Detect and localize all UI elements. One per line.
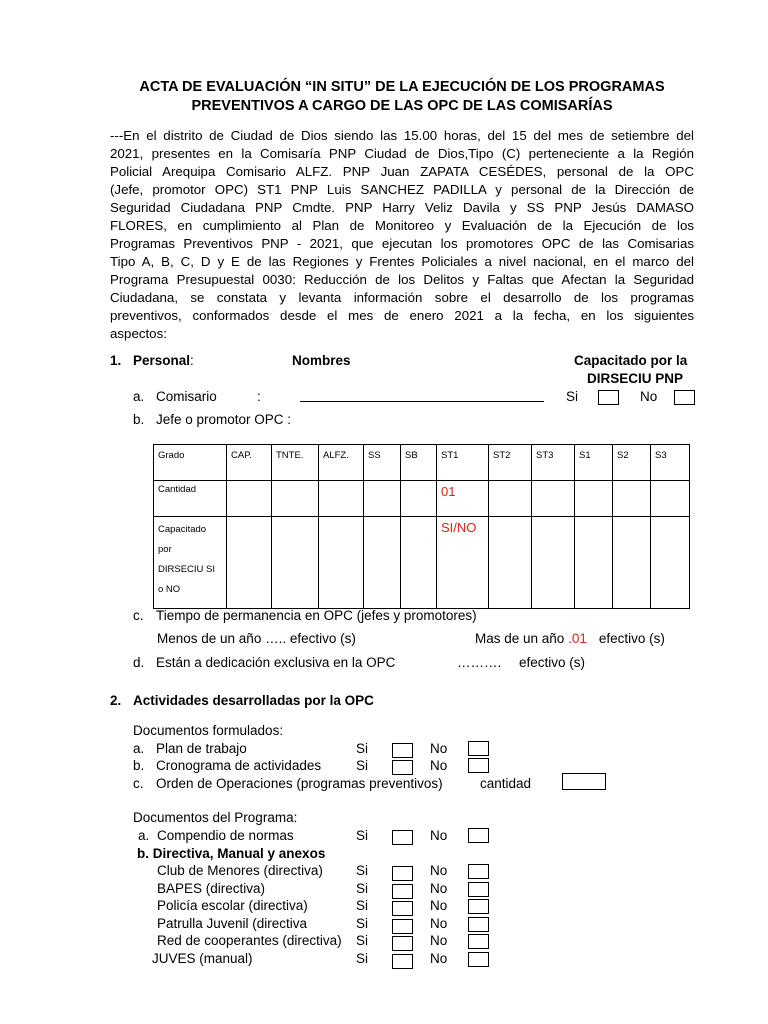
directiva-no-checkbox[interactable] — [468, 882, 489, 897]
item-c-letter: c. — [133, 608, 144, 623]
directiva-si-checkbox[interactable] — [392, 919, 413, 934]
directiva-label: Policía escolar (directiva) — [157, 898, 308, 913]
directiva-si-label: Si — [356, 916, 369, 931]
comisario-name-line[interactable] — [300, 401, 544, 402]
cantidad-st1[interactable] — [437, 481, 489, 517]
header-st1: ST1 — [437, 445, 489, 481]
capacitado-label-line: o NO — [158, 584, 181, 595]
header-grado: Grado — [154, 445, 227, 481]
section1-colon: : — [190, 353, 194, 368]
orden-ops-letter: c. — [133, 776, 144, 791]
doc-programa-label: Documentos del Programa: — [133, 810, 298, 825]
cantidad-label-2: cantidad — [480, 776, 532, 791]
comisario-no-label: No — [640, 389, 658, 404]
capacitado-label-line: Capacitado — [158, 524, 207, 535]
table-row-capacitado — [154, 517, 690, 609]
directiva-si-checkbox[interactable] — [392, 954, 413, 969]
cantidad-tnte[interactable] — [272, 481, 319, 517]
cantidad-alfz[interactable] — [319, 481, 364, 517]
intro-line: Programa Presupuestal 0030: Reducción de los Delitos y Faltas que Afectan la Seguridad — [110, 272, 694, 287]
mas-suffix: efectivo (s) — [598, 631, 665, 646]
intro-line: Policial Arequipa Comisario ALFZ. PNP Juan ZAPATA CESÉDES, personal de la OPC — [110, 164, 694, 179]
directiva-label: BAPES (directiva) — [157, 881, 266, 896]
capacitado-label-line: DIRSECIU SI — [158, 564, 216, 575]
formulado-label: Plan de trabajo — [156, 741, 247, 756]
section2-number: 2. — [110, 693, 122, 708]
comisario-no-checkbox[interactable] — [674, 390, 695, 405]
table-header-row — [154, 445, 690, 481]
cantidad-s2[interactable] — [613, 481, 651, 517]
header-s3: S3 — [651, 445, 690, 481]
directiva-label: Red de cooperantes (directiva) — [157, 933, 342, 948]
capacitado-s2[interactable] — [613, 517, 651, 609]
section1-heading — [133, 353, 194, 368]
comisario-label: Comisario — [156, 389, 217, 404]
directiva-si-label: Si — [356, 898, 369, 913]
directiva-si-label: Si — [356, 951, 369, 966]
formulado-no-checkbox[interactable] — [468, 741, 489, 756]
directiva-si-label: Si — [356, 881, 369, 896]
capacitado-cap[interactable] — [227, 517, 272, 609]
compendio-label: Compendio de normas — [157, 828, 294, 843]
formulado-letter: b. — [133, 758, 145, 773]
directiva-si-label: Si — [356, 863, 369, 878]
formulado-no-label: No — [430, 741, 448, 756]
tiempo-permanencia-label: Tiempo de permanencia en OPC (jefes y promotores) — [156, 608, 477, 623]
formulado-no-checkbox[interactable] — [468, 758, 489, 773]
capacitado-st1[interactable] — [437, 517, 489, 609]
directiva-no-label: No — [430, 951, 448, 966]
intro-line: Ciudadana, se constata y levanta información sobre el desarrollo de los programas — [110, 290, 694, 305]
cantidad-st2[interactable] — [489, 481, 532, 517]
item-d-letter: d. — [133, 655, 145, 670]
capacitado-ss[interactable] — [364, 517, 401, 609]
compendio-letter: a. — [138, 828, 150, 843]
directiva-no-label: No — [430, 898, 448, 913]
dedicacion-suffix: efectivo (s) — [519, 655, 586, 670]
cantidad-s1[interactable] — [575, 481, 613, 517]
cantidad-s3[interactable] — [651, 481, 690, 517]
document-title-line1: ACTA DE EVALUACIÓN “IN SITU” DE LA EJECUCIÓN DE LOS PROGRAMAS — [139, 79, 665, 95]
dedicacion-label: Están a dedicación exclusiva en la OPC — [156, 655, 396, 670]
nombres-header: Nombres — [292, 353, 351, 368]
mas-de-un-ano — [475, 631, 665, 646]
directiva-si-checkbox[interactable] — [392, 901, 413, 916]
header-alfz: ALFZ. — [319, 445, 364, 481]
formulado-label: Cronograma de actividades — [156, 758, 322, 773]
compendio-si-label: Si — [356, 828, 369, 843]
capacitado-sb[interactable] — [401, 517, 437, 609]
formulado-letter: a. — [133, 741, 145, 756]
intro-line: Tipo A, B, C, D y E de las Regiones y Frentes Policiales a nivel nacional, en el marco del — [110, 254, 694, 269]
directiva-no-checkbox[interactable] — [468, 899, 489, 914]
formulado-si-checkbox[interactable] — [392, 743, 413, 758]
mas-prefix: Mas de un año — [475, 631, 565, 646]
header-st3: ST3 — [532, 445, 575, 481]
directiva-no-checkbox[interactable] — [468, 917, 489, 932]
intro-line: ---En el distrito de Ciudad de Dios siendo las 15.00 horas, del 15 del mes de setiembre del — [110, 128, 694, 143]
directiva-label: JUVES (manual) — [152, 951, 253, 966]
capacitado-header-line2: DIRSECIU PNP — [587, 371, 684, 386]
directiva-no-label: No — [430, 933, 448, 948]
directiva-si-checkbox[interactable] — [392, 866, 413, 881]
directiva-si-checkbox[interactable] — [392, 936, 413, 951]
compendio-no-checkbox[interactable] — [468, 828, 489, 843]
doc-formulados-label: Documentos formulados: — [133, 723, 284, 738]
directiva-si-label: Si — [356, 933, 369, 948]
intro-line: (Jefe, promotor OPC) ST1 PNP Luis SANCHEZ PADILLA y personal de la Dirección de — [110, 182, 694, 197]
jefe-promotor-label: Jefe o promotor OPC : — [156, 412, 292, 427]
intro-line: Programas Preventivos PNP - 2021, que ejecutan los promotores OPC de las Comisarias — [110, 236, 694, 251]
header-s1: S1 — [575, 445, 613, 481]
directiva-no-label: No — [430, 863, 448, 878]
header-st2: ST2 — [489, 445, 532, 481]
capacitado-label-line: por — [158, 544, 172, 555]
comisario-colon: : — [257, 389, 261, 404]
comisario-si-checkbox[interactable] — [598, 390, 619, 405]
intro-line: FLORES, en cumplimiento al Plan de Monitoreo y Evaluación de la Ejecución de los — [110, 218, 694, 233]
compendio-no-label: No — [430, 828, 448, 843]
directiva-label: Patrulla Juvenil (directiva — [157, 916, 308, 931]
capacitado-s3[interactable] — [651, 517, 690, 609]
capacitado-alfz[interactable] — [319, 517, 364, 609]
section2-heading: Actividades desarrolladas por la OPC — [133, 693, 374, 708]
menos-de-un-ano: Menos de un año ….. efectivo (s) — [157, 631, 356, 646]
directiva-no-checkbox[interactable] — [468, 934, 489, 949]
document-title-line2: PREVENTIVOS A CARGO DE LAS OPC DE LAS COMISARÍAS — [191, 98, 613, 114]
cantidad-label: Cantidad — [154, 481, 227, 517]
intro-paragraph — [110, 127, 694, 343]
header-sb: SB — [401, 445, 437, 481]
header-tnte: TNTE. — [272, 445, 319, 481]
formulado-si-label: Si — [356, 741, 369, 756]
dedicacion-dots: ………. — [457, 655, 502, 670]
capacitado-st3[interactable] — [532, 517, 575, 609]
header-cap: CAP. — [227, 445, 272, 481]
intro-line: aspectos: — [110, 326, 167, 341]
directiva-header: b. Directiva, Manual y anexos — [137, 846, 326, 861]
directiva-no-label: No — [430, 881, 448, 896]
capacitado-st2[interactable] — [489, 517, 532, 609]
cantidad-cap[interactable] — [227, 481, 272, 517]
cantidad-ss[interactable] — [364, 481, 401, 517]
grade-table — [153, 444, 690, 609]
capacitado-tnte[interactable] — [272, 517, 319, 609]
orden-operaciones-label: Orden de Operaciones (programas preventivos) — [156, 776, 443, 791]
intro-line: Seguridad Ciudadana PNP Cmdte. PNP Harry Veliz Davila y SS PNP Jesús DAMASO — [110, 200, 694, 215]
capacitado-st1-value: SI/NO — [441, 520, 477, 535]
cantidad-st1-value: 01 — [441, 484, 456, 499]
item-b-letter: b. — [133, 412, 145, 427]
comisario-si-label: Si — [566, 389, 579, 404]
directiva-label: Club de Menores (directiva) — [157, 863, 323, 878]
table-row-cantidad — [154, 481, 690, 517]
directiva-no-checkbox[interactable] — [468, 864, 489, 879]
intro-line: 2021, presentes en la Comisaría PNP Ciudad de Dios,Tipo (C) perteneciente a la Región — [110, 146, 694, 161]
intro-line: preventivos, conformados desde el mes de enero 2021 a la fecha, en los siguientes — [110, 308, 694, 323]
mas-value: .01 — [568, 631, 587, 646]
directiva-no-checkbox[interactable] — [468, 952, 489, 967]
directiva-si-checkbox[interactable] — [392, 884, 413, 899]
header-ss: SS — [364, 445, 401, 481]
compendio-si-checkbox[interactable] — [392, 830, 413, 845]
capacitado-s1[interactable] — [575, 517, 613, 609]
directiva-no-label: No — [430, 916, 448, 931]
section1-number: 1. — [110, 353, 122, 368]
capacitado-header-line1: Capacitado por la — [574, 353, 688, 368]
formulado-si-label: Si — [356, 758, 369, 773]
header-s2: S2 — [613, 445, 651, 481]
capacitado-label — [154, 517, 227, 609]
item-a-letter: a. — [133, 389, 145, 404]
cantidad-input-box[interactable] — [562, 773, 606, 790]
cantidad-sb[interactable] — [401, 481, 437, 517]
formulado-si-checkbox[interactable] — [392, 760, 413, 775]
cantidad-st3[interactable] — [532, 481, 575, 517]
section1-label: Personal — [133, 353, 191, 368]
formulado-no-label: No — [430, 758, 448, 773]
